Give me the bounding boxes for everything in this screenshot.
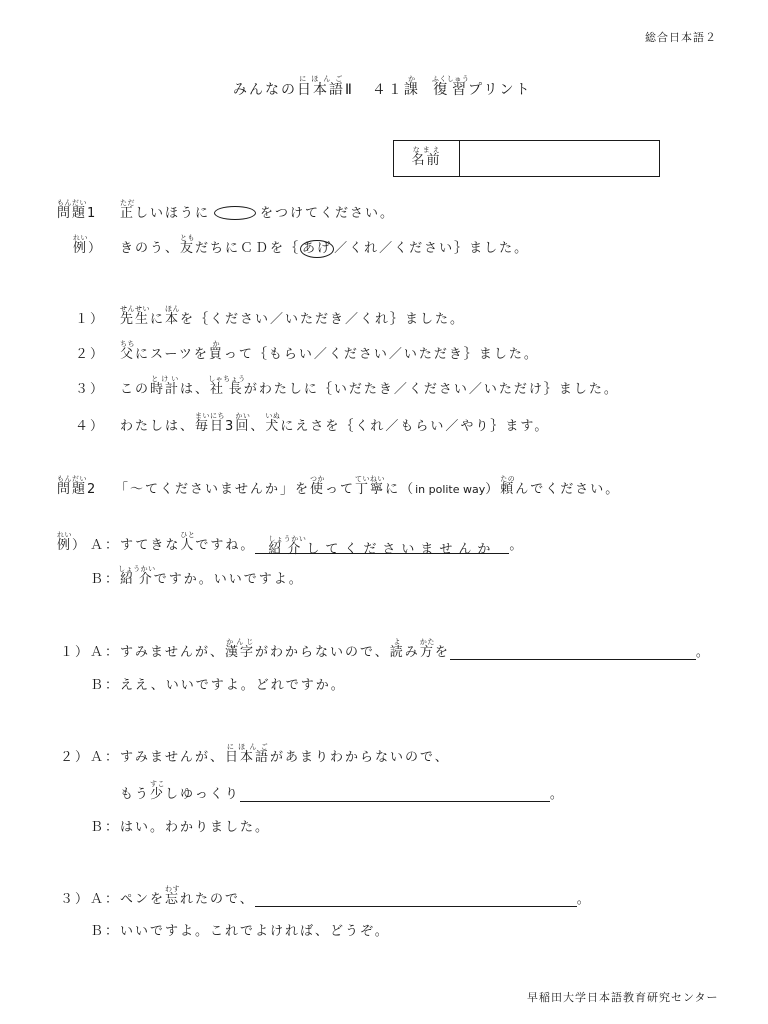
furigana: もんだい <box>57 475 88 483</box>
ruby-base: 方 <box>419 645 435 660</box>
circled-answer: あげ <box>302 241 333 256</box>
instruction-text: しいほうに <box>135 206 211 221</box>
sentence-text: がわたしに｛いだたき／ください／いただけ｝ました。 <box>243 382 619 397</box>
answer-blank <box>255 888 577 907</box>
instruction-text: をつけてください。 <box>260 206 396 221</box>
word-mainichi <box>195 412 226 434</box>
word-tadashii <box>120 199 136 221</box>
title-prefix: みんなの <box>233 82 297 98</box>
sentence-text: ですか。いいですよ。 <box>153 572 304 587</box>
sentence-text: もう <box>120 787 151 802</box>
sentence-end: 。 <box>549 787 565 802</box>
item-number: ３） <box>60 892 91 907</box>
question-2-item-a <box>60 743 450 773</box>
furigana: とも <box>180 234 196 242</box>
sentence-text: にえさを｛くれ／もらい／やり｝ます。 <box>280 419 550 434</box>
word-hito <box>180 531 196 553</box>
furigana: とけい <box>150 375 181 383</box>
word-shoukai <box>268 535 307 557</box>
furigana: もんだい <box>57 199 88 207</box>
word-nihongo <box>225 743 271 765</box>
english-gloss: in polite way <box>415 483 486 496</box>
furigana: わす <box>165 885 181 893</box>
sentence-text: きのう、 <box>120 241 181 256</box>
question-number: 2 <box>87 482 98 497</box>
item-number: ４） <box>75 419 106 434</box>
sentence-text: れたので、 <box>180 892 255 907</box>
ruby-base: 正 <box>120 206 136 221</box>
sentence-text: Ａ：ペンを <box>90 892 166 907</box>
item-number: ２） <box>75 347 106 362</box>
ruby-base: 紹介 <box>118 572 156 587</box>
example-paren: ） <box>72 538 88 553</box>
furigana: ひと <box>180 531 196 539</box>
sentence-text: に <box>150 312 166 327</box>
sentence-text: って｛もらい／ください／いただき｝ました。 <box>223 347 539 362</box>
sentence-end: 。 <box>576 892 592 907</box>
sentence-text: にスーツを <box>135 347 209 362</box>
example-label <box>73 234 120 264</box>
ruby-base: 人 <box>180 538 196 553</box>
furigana: しょうかい <box>268 535 307 543</box>
question-2-item-a <box>60 638 711 668</box>
word-rei <box>73 234 89 256</box>
furigana: よ <box>389 638 405 646</box>
ruby-base: 買 <box>208 347 224 362</box>
ruby-base: 使 <box>310 482 326 497</box>
ruby-base: 問題 <box>57 206 88 221</box>
word-hon <box>165 305 181 327</box>
sentence-text: だちにＣＤを｛ <box>195 241 301 256</box>
ruby-base: 時計 <box>150 382 181 397</box>
ruby-base: 回 <box>235 419 251 434</box>
word-nihongo <box>297 75 345 98</box>
question-1-item <box>75 375 619 405</box>
item-number: ３） <box>75 382 106 397</box>
sentence-text: を <box>434 645 450 660</box>
sentence-text: わたしは、 <box>120 419 196 434</box>
furigana: しょうかい <box>118 565 156 573</box>
ruby-base: 友 <box>180 241 196 256</box>
question-1-example <box>73 234 529 264</box>
word-mondai <box>57 475 88 497</box>
question-2-instruction <box>57 475 620 505</box>
question-number: 1 <box>87 206 98 221</box>
name-field <box>460 141 659 176</box>
word-ka <box>403 75 420 98</box>
word-kai <box>235 412 251 434</box>
sentence-text: Ａ：すみませんが、 <box>90 645 226 660</box>
title-lesson-number: ４１ <box>371 82 404 98</box>
instruction-text: 「～てくださいませんか」を <box>115 482 311 497</box>
sentence-text: Ｂ：いいですよ。これでよければ、どうぞ。 <box>90 924 390 939</box>
furigana: ていねい <box>355 475 386 483</box>
sentence-text: Ａ：すてきな <box>90 538 181 553</box>
ruby-base: 読 <box>389 645 405 660</box>
sentence-text: を｛ください／いただき／くれ｝ました。 <box>180 312 466 327</box>
oval-mark-icon <box>214 206 256 220</box>
furigana: なまえ <box>411 146 442 154</box>
word-teinei <box>355 475 386 497</box>
speaker-label: Ｂ： <box>90 572 121 587</box>
instruction-text: んでください。 <box>515 482 621 497</box>
ruby-base: 毎日 <box>195 419 226 434</box>
example-paren: ） <box>88 241 104 256</box>
ruby-base: 父 <box>120 347 136 362</box>
furigana: かた <box>419 638 435 646</box>
sentence-text: この <box>120 382 151 397</box>
page-title <box>233 75 531 105</box>
word-kata <box>419 638 435 660</box>
sentence-text: ／くれ／ください｝ました。 <box>334 241 530 256</box>
sentence-text: しゆっくり <box>165 787 240 802</box>
furigana: いぬ <box>265 412 281 420</box>
item-number: ２） <box>60 750 91 765</box>
answer-blank <box>240 783 550 802</box>
furigana: つか <box>310 475 326 483</box>
furigana: か <box>403 75 420 83</box>
word-kanji <box>225 638 256 660</box>
name-label <box>394 141 460 176</box>
question-2-item-b <box>90 671 346 701</box>
example-label <box>57 531 90 561</box>
furigana: ただ <box>120 199 136 207</box>
ruby-base: 例 <box>73 241 89 256</box>
ruby-base: 名前 <box>411 153 442 168</box>
furigana: せんせい <box>120 305 151 313</box>
question-2-example-b <box>90 565 304 595</box>
instruction-text: ） <box>485 482 501 497</box>
sentence-text: み <box>404 645 420 660</box>
word-yo <box>389 638 405 660</box>
furigana: まいにち <box>195 412 226 420</box>
question-1-item <box>75 412 549 442</box>
furigana: かんじ <box>225 638 256 646</box>
question-2-item-a-continued <box>120 780 565 810</box>
title-suffix: プリント <box>468 82 532 98</box>
word-mondai <box>57 199 88 221</box>
word-tano <box>500 475 516 497</box>
question-1-item <box>75 305 465 335</box>
sentence-end: 。 <box>509 538 525 553</box>
word-namae <box>411 146 442 168</box>
item-number: １） <box>75 312 106 327</box>
ruby-base: 本 <box>165 312 181 327</box>
ruby-base: 忘 <box>165 892 181 907</box>
ruby-base: 少 <box>150 787 166 802</box>
ruby-base: 頼 <box>500 482 516 497</box>
name-box <box>393 140 660 177</box>
furigana: れい <box>57 531 73 539</box>
word-inu <box>265 412 281 434</box>
instruction-text: って <box>325 482 356 497</box>
sentence-end: 。 <box>695 645 711 660</box>
word-tomo <box>180 234 196 256</box>
sentence-text: 3 <box>225 419 236 434</box>
question-2-example-a <box>57 531 524 561</box>
ruby-base: 先生 <box>120 312 151 327</box>
sentence-text: がわからないので、 <box>255 645 390 660</box>
ruby-base: 問題 <box>57 482 88 497</box>
question-1-item <box>75 340 539 370</box>
question-2-item-a <box>60 885 592 915</box>
furigana: れい <box>73 234 89 242</box>
question-2-label <box>57 475 115 505</box>
course-name: 総合日本語２ <box>645 31 717 44</box>
answer-text: してくださいませんか <box>306 542 497 557</box>
sentence-text: Ａ：すみませんが、 <box>90 750 226 765</box>
footer-organization: 早稲田大学日本語教育研究センター <box>527 991 719 1004</box>
sentence-text: Ｂ：はい。わかりました。 <box>90 820 271 835</box>
sentence-text: ですね。 <box>195 538 256 553</box>
ruby-base: 日本語 <box>297 82 345 98</box>
furigana: ふくしゅう <box>431 75 470 83</box>
title-volume: Ⅱ <box>345 82 354 98</box>
word-shachou <box>208 375 246 397</box>
furigana: ほん <box>165 305 181 313</box>
ruby-base: 復習 <box>431 82 470 98</box>
furigana: たの <box>500 475 516 483</box>
word-chichi <box>120 340 136 362</box>
word-wasure <box>165 885 181 907</box>
furigana: にほんご <box>297 75 345 83</box>
word-tsuka <box>310 475 326 497</box>
furigana: かい <box>235 412 251 420</box>
ruby-base: 例 <box>57 538 73 553</box>
question-1-label <box>57 199 120 229</box>
furigana: しゃちょう <box>208 375 246 383</box>
word-shoukai <box>118 565 156 587</box>
word-fukushuu <box>431 75 470 98</box>
ruby-base: 犬 <box>265 419 281 434</box>
question-2-item-b <box>90 917 390 947</box>
ruby-base: 社長 <box>208 382 246 397</box>
answer-blank <box>255 535 509 557</box>
answer-blank <box>450 641 696 660</box>
question-1-instruction <box>57 199 395 229</box>
word-sensei <box>120 305 151 327</box>
ruby-base: 丁寧 <box>355 482 386 497</box>
ruby-base: 課 <box>403 82 420 98</box>
word-rei <box>57 531 73 553</box>
sentence-text: は、 <box>180 382 211 397</box>
word-tokei <box>150 375 181 397</box>
furigana: ちち <box>120 340 136 348</box>
question-2-item-b <box>90 813 270 843</box>
item-number: １） <box>60 645 91 660</box>
ruby-base: 紹介 <box>268 542 307 557</box>
ruby-base: 漢字 <box>225 645 256 660</box>
sentence-text: があまりわからないので、 <box>270 750 450 765</box>
sentence-text: 、 <box>250 419 266 434</box>
sentence-text: Ｂ：ええ、いいですよ。どれですか。 <box>90 678 346 693</box>
instruction-text: に（ <box>385 482 416 497</box>
ruby-base: 日本語 <box>225 750 271 765</box>
word-sukoshi <box>150 780 166 802</box>
furigana: か <box>208 340 224 348</box>
furigana: にほんご <box>225 743 271 751</box>
word-ka <box>208 340 224 362</box>
furigana: すこ <box>150 780 166 788</box>
